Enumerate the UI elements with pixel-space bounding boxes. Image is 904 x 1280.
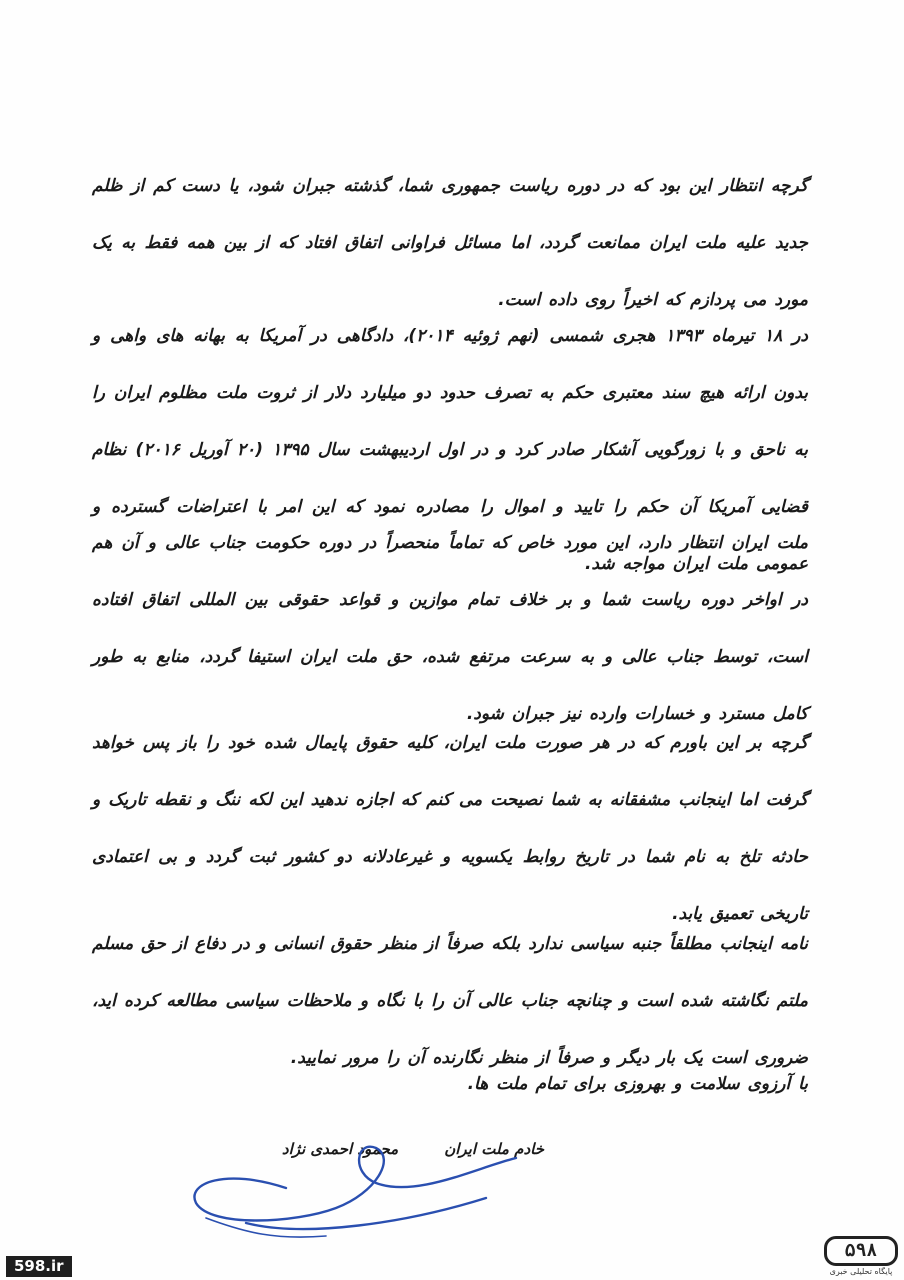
letter-paragraph-1: گرچه انتظار این بود که در دوره ریاست جمهوری شما، گذشته جبران شود، یا دست کم از ظلم جدید علیه ملت ایران ممانعت گردد، اما مسائل فراوانی اتفاق افتاد که از بین همه فقط به یک مورد می پردازم که اخیراً روی داده است. — [92, 176, 808, 310]
signature-title: خادم ملت ایران — [444, 1140, 544, 1158]
letter-paragraph-4: گرچه بر این باورم که در هر صورت ملت ایران، کلیه حقوق پایمال شده خود را باز پس خواهد گرفت اما اینجانب مشفقانه به شما نصیحت می کنم که اجازه ندهید این لکه ننگ و نقطه تاریک و حادثه تلخ به نام شما در تاریخ روابط یکسویه و غیرعادلانه دو کشور ثبت گردد و بی اعتمادی تاریخی تعمیق یابد. — [92, 733, 808, 924]
letter-paragraph-3: ملت ایران انتظار دارد، این مورد خاص که تماماً منحصراً در دوره حکومت جناب عالی و آن هم در اواخر دوره ریاست شما و بر خلاف تمام موازین و قواعد حقوقی بین المللی اتفاق افتاده است، توسط جناب عالی و به سرعت مرتفع شده، حق ملت ایران استیفا گردد، منابع به طور کامل مسترد و خسارات وارده نیز جبران شود. — [92, 533, 808, 724]
letter-paragraph-5: نامه اینجانب مطلقاً جنبه سیاسی ندارد بلکه صرفاً از منظر حقوق انسانی و در دفاع از حق مسلم ملتم نگاشته شده است و چنانچه جناب عالی آن را با نگاه و ملاحظات سیاسی مطالعه کرده اید، ضروری است یک بار دیگر و صرفاً از منظر نگارنده آن را مرور نمایید. — [92, 934, 808, 1068]
handwritten-signature — [186, 1128, 526, 1258]
site-watermark: 598.ir — [6, 1256, 72, 1277]
logo-mark: ۵۹۸ — [824, 1236, 898, 1266]
site-logo — [824, 1236, 898, 1280]
letter-paragraph-2: در ۱۸ تیرماه ۱۳۹۳ هجری شمسی (نهم ژوئیه ۲۰۱۴)، دادگاهی در آمریکا به بهانه های واهی و بدون ارائه هیچ سند معتبری حکم به تصرف حدود دو میلیارد دلار از ثروت ملت مظلوم ایران را به ناحق و با زورگویی آشکار صادر کرد و در اول اردیبهشت سال ۱۳۹۵ (۲۰ آوریل ۲۰۱۶) نظام قضایی آمریکا آن حکم را تایید و اموال را مصادره نمود که این امر با اعتراضات گسترده و عمومی ملت ایران مواجه شد. — [92, 326, 808, 574]
closing-line: با آرزوی سلامت و بهروزی برای تمام ملت ها. — [467, 1074, 808, 1094]
signature-name: محمود احمدی نژاد — [281, 1140, 399, 1158]
logo-caption: پایگاه تحلیلی خبری — [829, 1267, 893, 1276]
